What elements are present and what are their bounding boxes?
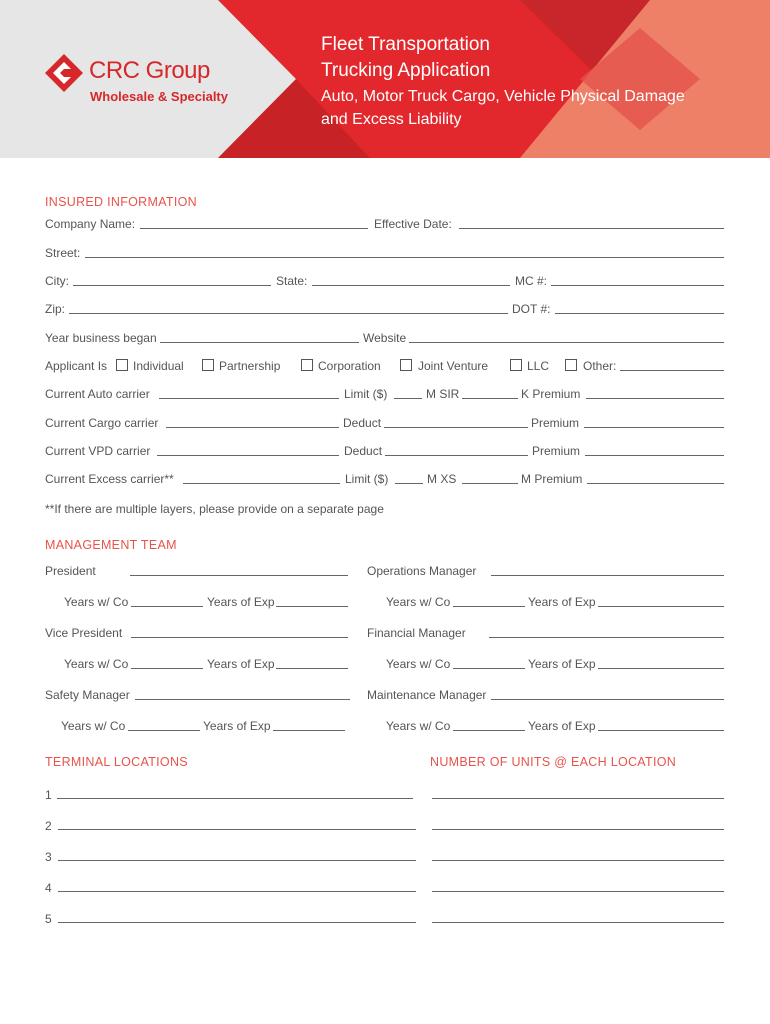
safety-manager-label: Safety Manager [45, 688, 130, 702]
terminal-location-field[interactable] [57, 798, 413, 799]
vpd-deduct-field[interactable] [385, 455, 528, 456]
joint-venture-label: Joint Venture [418, 359, 489, 373]
header-banner [0, 0, 770, 158]
president-years-exp-label: Years of Exp [207, 595, 275, 609]
excess-limit-field[interactable] [395, 483, 423, 484]
corporation-checkbox[interactable] [301, 359, 313, 371]
section-management-heading: MANAGEMENT TEAM [45, 538, 177, 552]
safety-years-co-label: Years w/ Co [61, 719, 126, 733]
terminal-number: 5 [45, 912, 52, 926]
vpd-carrier-field[interactable] [157, 455, 339, 456]
joint-venture-checkbox[interactable] [400, 359, 412, 371]
financial-manager-field[interactable] [489, 637, 724, 638]
effective-date-field[interactable] [459, 228, 724, 229]
dot-field[interactable] [555, 313, 724, 314]
safety-years-co-field[interactable] [128, 730, 200, 731]
website-field[interactable] [409, 342, 724, 343]
auto-premium-field[interactable] [586, 398, 724, 399]
safety-years-exp-label: Years of Exp [203, 719, 271, 733]
individual-label: Individual [133, 359, 184, 373]
other-field[interactable] [620, 370, 724, 371]
website-label: Website [363, 331, 407, 345]
terminal-number: 3 [45, 850, 52, 864]
financial-years-co-label: Years w/ Co [386, 657, 451, 671]
financial-manager-label: Financial Manager [367, 626, 466, 640]
vpd-premium-field[interactable] [585, 455, 724, 456]
mc-field[interactable] [551, 285, 724, 286]
auto-carrier-label: Current Auto carrier [45, 387, 150, 401]
cargo-carrier-field[interactable] [166, 427, 339, 428]
section-insured-heading: INSURED INFORMATION [45, 195, 197, 209]
dot-label: DOT #: [512, 302, 551, 316]
other-checkbox[interactable] [565, 359, 577, 371]
terminal-number: 1 [45, 788, 52, 802]
maintenance-manager-label: Maintenance Manager [367, 688, 487, 702]
company-name-field[interactable] [140, 228, 368, 229]
year-began-field[interactable] [160, 342, 359, 343]
cargo-deduct-field[interactable] [384, 427, 528, 428]
vice-president-field[interactable] [131, 637, 348, 638]
effective-date-label: Effective Date: [374, 217, 452, 231]
year-began-label: Year business began [45, 331, 157, 345]
units-field[interactable] [432, 829, 724, 830]
form-title: Fleet Transportation [321, 34, 490, 55]
brand-name: CRC Group [89, 57, 210, 84]
crc-logo-icon [44, 53, 84, 93]
auto-premium-label: K Premium [521, 387, 581, 401]
partnership-checkbox[interactable] [202, 359, 214, 371]
financial-years-exp-field[interactable] [598, 668, 724, 669]
units-field[interactable] [432, 891, 724, 892]
excess-premium-label: M Premium [521, 472, 583, 486]
maintenance-manager-field[interactable] [491, 699, 724, 700]
safety-manager-field[interactable] [135, 699, 350, 700]
city-label: City: [45, 274, 69, 288]
president-years-co-label: Years w/ Co [64, 595, 129, 609]
corporation-label: Corporation [318, 359, 381, 373]
operations-years-co-label: Years w/ Co [386, 595, 451, 609]
vice-president-label: Vice President [45, 626, 123, 640]
units-field[interactable] [432, 860, 724, 861]
financial-years-co-field[interactable] [453, 668, 525, 669]
street-field[interactable] [85, 257, 724, 258]
auto-sir-label: M SIR [426, 387, 460, 401]
cargo-deduct-label: Deduct [343, 416, 382, 430]
vp-years-co-field[interactable] [131, 668, 203, 669]
units-field[interactable] [432, 798, 724, 799]
president-label: President [45, 564, 96, 578]
vpd-carrier-label: Current VPD carrier [45, 444, 151, 458]
operations-manager-field[interactable] [491, 575, 724, 576]
terminal-location-field[interactable] [58, 891, 416, 892]
zip-label: Zip: [45, 302, 66, 316]
cargo-premium-label: Premium [531, 416, 580, 430]
individual-checkbox[interactable] [116, 359, 128, 371]
mc-label: MC #: [515, 274, 548, 288]
auto-limit-field[interactable] [394, 398, 422, 399]
excess-carrier-label: Current Excess carrier** [45, 472, 174, 486]
maintenance-years-exp-field[interactable] [598, 730, 724, 731]
auto-limit-label: Limit ($) [344, 387, 388, 401]
maintenance-years-co-label: Years w/ Co [386, 719, 451, 733]
other-label: Other: [583, 359, 617, 373]
section-terminal-heading: TERMINAL LOCATIONS [45, 755, 188, 769]
terminal-location-field[interactable] [58, 922, 416, 923]
safety-years-exp-field[interactable] [273, 730, 345, 731]
excess-carrier-field[interactable] [183, 483, 340, 484]
excess-xs-field[interactable] [462, 483, 518, 484]
excess-xs-label: M XS [427, 472, 457, 486]
footnote: **If there are multiple layers, please provide on a separate page [45, 502, 384, 516]
coverage-line-2: and Excess Liability [321, 111, 462, 128]
maintenance-years-exp-label: Years of Exp [528, 719, 596, 733]
cargo-carrier-label: Current Cargo carrier [45, 416, 159, 430]
cargo-premium-field[interactable] [584, 427, 724, 428]
state-label: State: [276, 274, 308, 288]
zip-field[interactable] [69, 313, 508, 314]
terminal-number: 4 [45, 881, 52, 895]
applicant-is-label: Applicant Is [45, 359, 108, 373]
form-subtitle: Trucking Application [321, 60, 491, 81]
terminal-number: 2 [45, 819, 52, 833]
excess-limit-label: Limit ($) [345, 472, 389, 486]
vpd-premium-label: Premium [532, 444, 581, 458]
financial-years-exp-label: Years of Exp [528, 657, 596, 671]
units-field[interactable] [432, 922, 724, 923]
section-units-heading: NUMBER OF UNITS @ EACH LOCATION [430, 755, 677, 769]
brand-tagline: Wholesale & Specialty [90, 89, 228, 104]
president-years-exp-field[interactable] [276, 606, 348, 607]
city-field[interactable] [73, 285, 271, 286]
partnership-label: Partnership [219, 359, 281, 373]
coverage-line-1: Auto, Motor Truck Cargo, Vehicle Physical Damage [321, 88, 685, 105]
street-label: Street: [45, 246, 81, 260]
llc-label: LLC [527, 359, 550, 373]
operations-years-exp-field[interactable] [598, 606, 724, 607]
auto-sir-field[interactable] [462, 398, 518, 399]
president-years-co-field[interactable] [131, 606, 203, 607]
vpd-deduct-label: Deduct [344, 444, 383, 458]
vp-years-co-label: Years w/ Co [64, 657, 129, 671]
company-name-label: Company Name: [45, 217, 136, 231]
operations-years-co-field[interactable] [453, 606, 525, 607]
excess-premium-field[interactable] [587, 483, 724, 484]
state-field[interactable] [312, 285, 510, 286]
vp-years-exp-label: Years of Exp [207, 657, 275, 671]
terminal-location-field[interactable] [58, 860, 416, 861]
maintenance-years-co-field[interactable] [453, 730, 525, 731]
vp-years-exp-field[interactable] [276, 668, 348, 669]
auto-carrier-field[interactable] [159, 398, 339, 399]
operations-years-exp-label: Years of Exp [528, 595, 596, 609]
president-field[interactable] [130, 575, 348, 576]
terminal-location-field[interactable] [58, 829, 416, 830]
operations-manager-label: Operations Manager [367, 564, 477, 578]
llc-checkbox[interactable] [510, 359, 522, 371]
